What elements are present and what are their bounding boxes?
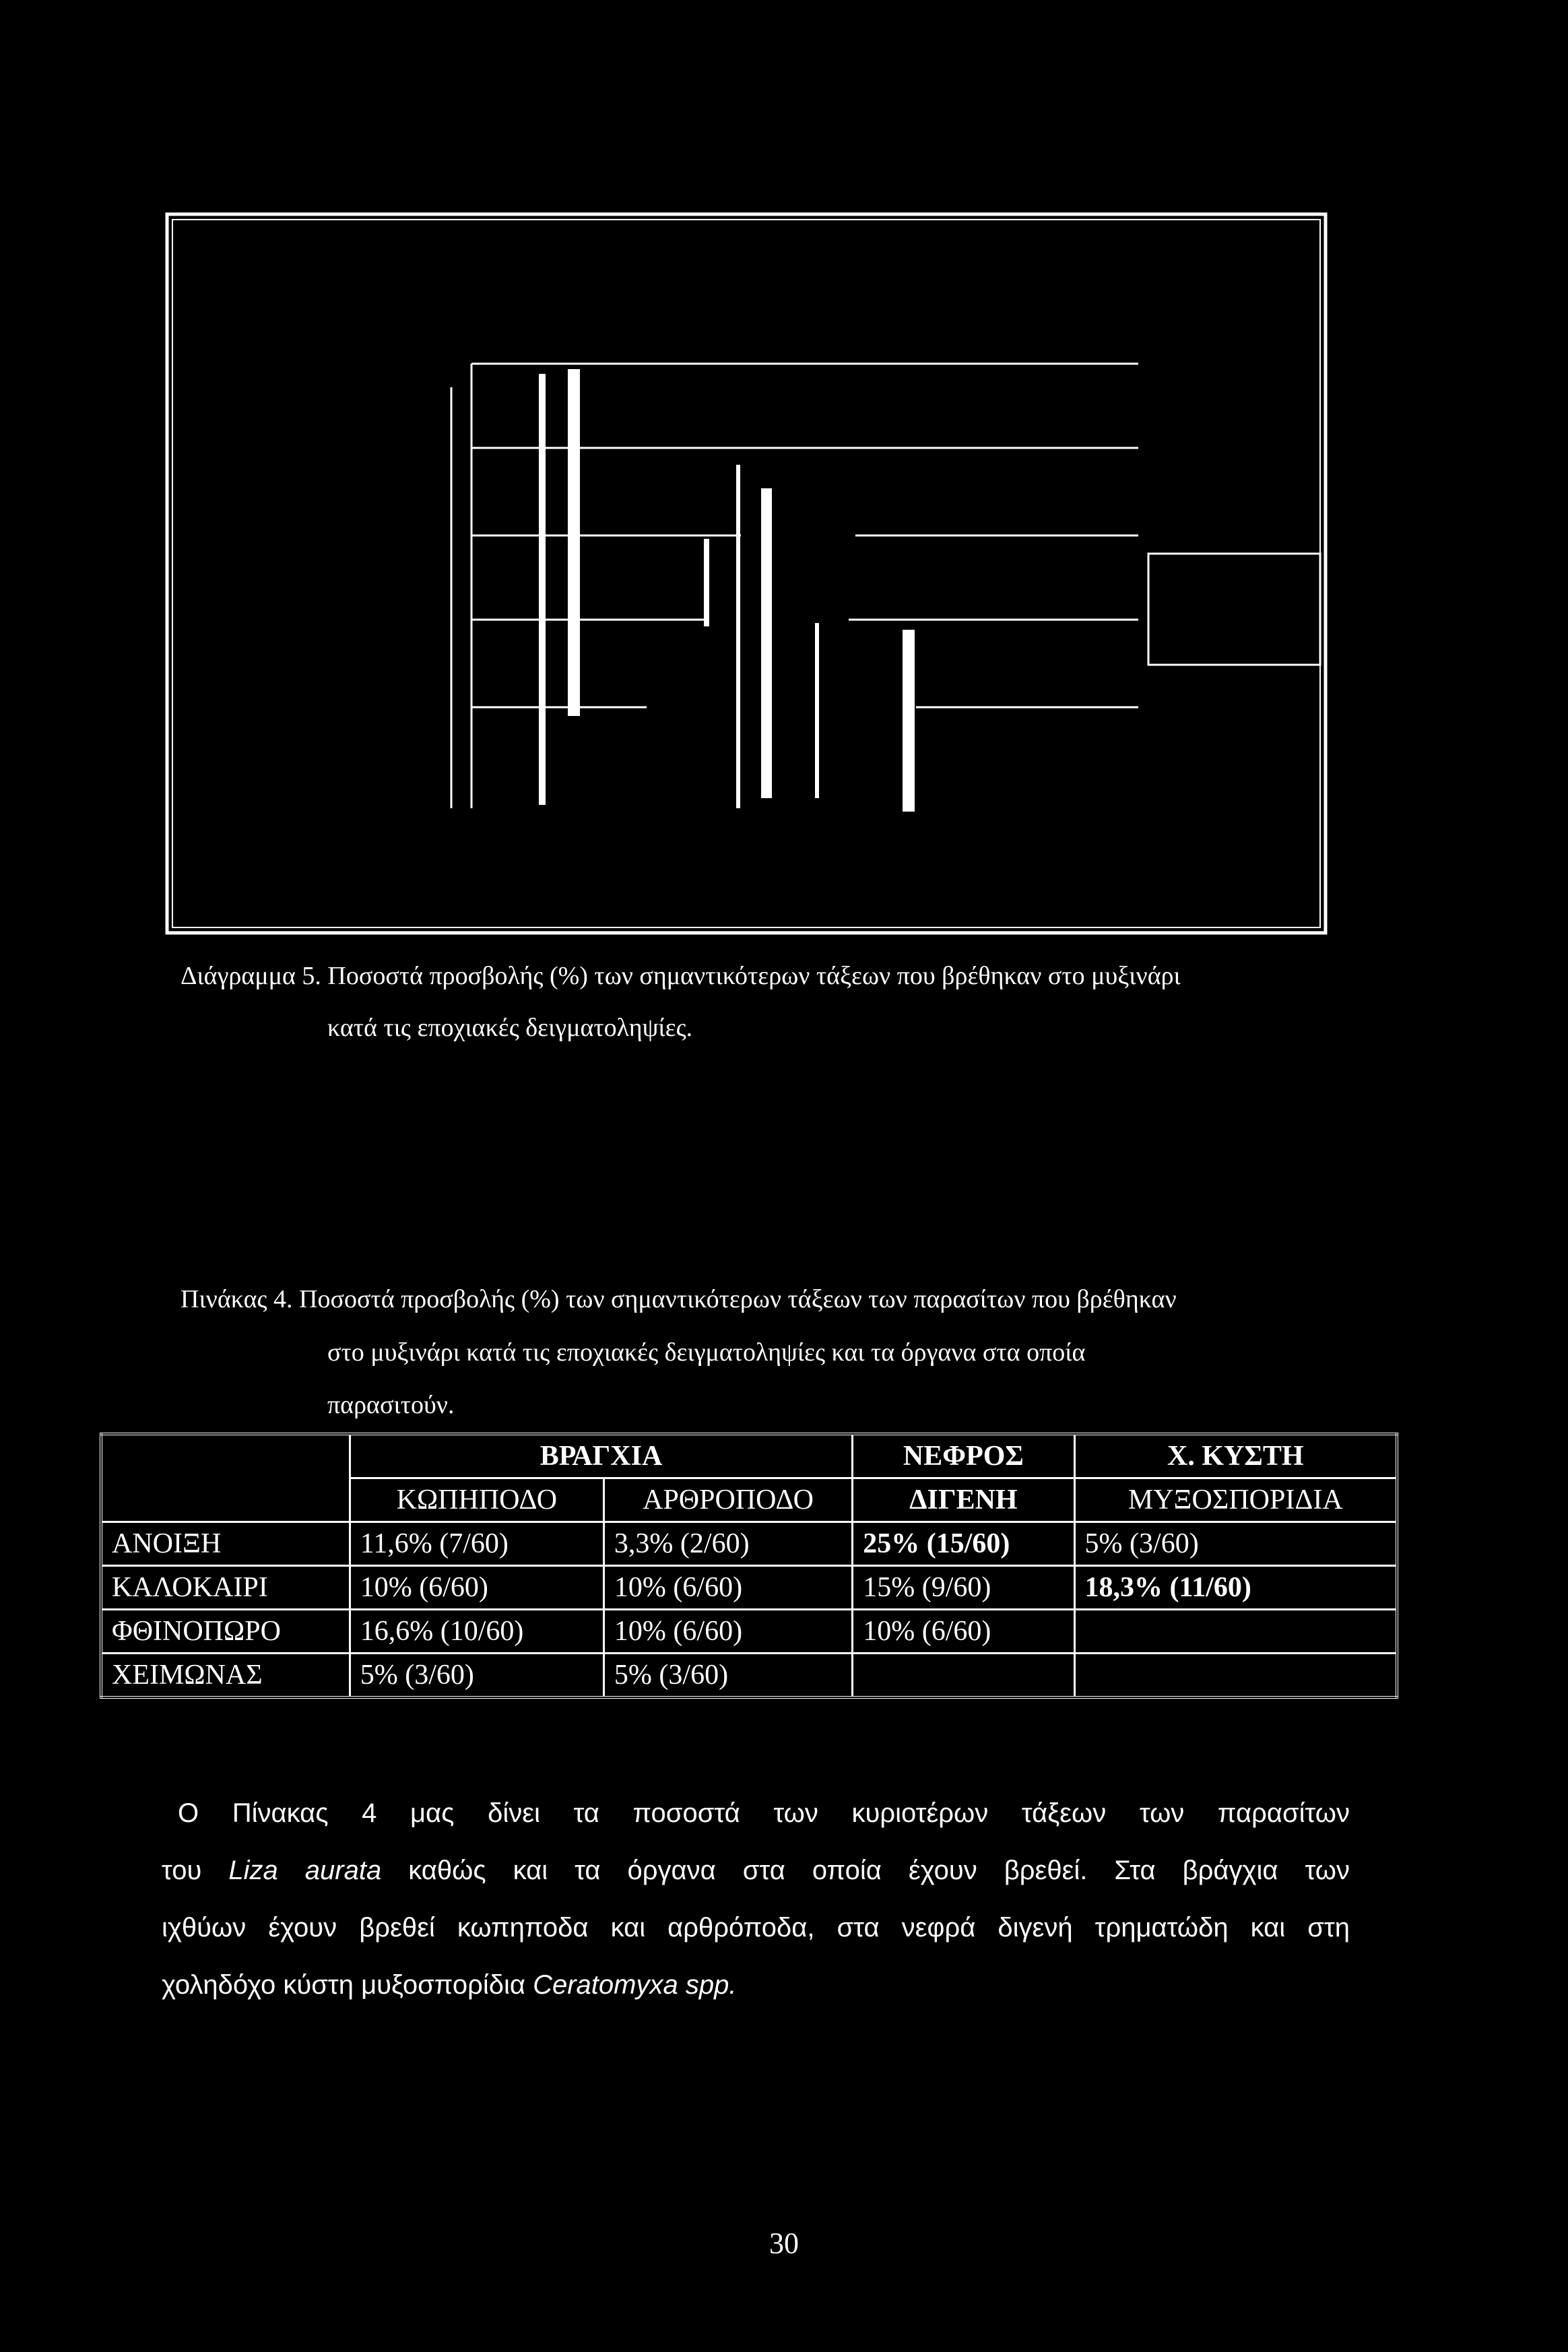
class-header: ΑΡΘΡΟΠΟΔΟ	[603, 1478, 852, 1522]
organ-header: Χ. ΚΥΣΤΗ	[1074, 1434, 1397, 1478]
paragraph-line: ιχθύων έχουν βρεθεί κωπηποδα και αρθρόποδα, στα νεφρά διγενή τρηματώδη και στη	[162, 1913, 1350, 1942]
paragraph-line	[162, 1842, 1350, 1899]
table-cell: 10% (6/60)	[350, 1566, 603, 1610]
diagram-caption-cont: κατά τις εποχιακές δειγματοληψίες.	[327, 1014, 693, 1042]
class-header: ΜΥΞΟΣΠΟΡΙΔΙΑ	[1074, 1478, 1397, 1522]
class-header: ΔΙΓΕΝΗ	[853, 1478, 1074, 1522]
bar	[761, 488, 772, 798]
table-cell: 5% (3/60)	[1074, 1522, 1397, 1566]
table-cell: 10% (6/60)	[853, 1610, 1074, 1654]
paragraph-line	[162, 1957, 1350, 2014]
bar	[704, 539, 709, 626]
table-row	[101, 1610, 1397, 1654]
diagram-caption	[181, 960, 1181, 992]
genus-name: Ceratomyxa spp.	[533, 1970, 737, 2000]
bar	[539, 374, 546, 805]
paragraph-text: καθώς και τα όργανα στα οποία έχουν βρεθεί. Στα βράγχια των	[381, 1856, 1350, 1885]
table-cell	[853, 1654, 1074, 1698]
table-cell: 25% (15/60)	[853, 1522, 1074, 1566]
organ-header-row	[101, 1434, 1397, 1478]
table-cell: 18,3% (11/60)	[1074, 1566, 1397, 1610]
table-cell: 11,6% (7/60)	[350, 1522, 603, 1566]
bar	[568, 369, 580, 716]
species-name: Liza aurata	[228, 1856, 382, 1885]
bar	[736, 465, 740, 808]
organ-header: ΒΡΑΓΧΙΑ	[350, 1434, 852, 1478]
table-cell	[1074, 1654, 1397, 1698]
diagram-caption-label: Διάγραμμα 5.	[181, 962, 321, 990]
empty-header-cell	[101, 1434, 350, 1522]
table-caption-cont: παρασιτούν.	[327, 1391, 455, 1419]
table-cell: 10% (6/60)	[603, 1610, 852, 1654]
table-caption-text: Ποσοστά προσβολής (%) των σημαντικότερων τάξεων των παρασίτων που βρέθηκαν	[299, 1285, 1177, 1313]
table-cell: 3,3% (2/60)	[603, 1522, 852, 1566]
season-label: ΑΝΟΙΞΗ	[101, 1522, 350, 1566]
class-header: ΚΩΠΗΠΟΔΟ	[350, 1478, 603, 1522]
page-number: 30	[769, 2227, 799, 2260]
paragraph-text: του	[162, 1856, 229, 1885]
chart-frame	[167, 214, 1326, 933]
season-label: ΦΘΙΝΟΠΩΡΟ	[101, 1610, 350, 1654]
table-row	[101, 1522, 1397, 1566]
season-label: ΧΕΙΜΩΝΑΣ	[101, 1654, 350, 1698]
legend-box	[1148, 554, 1320, 665]
table-cell: 10% (6/60)	[603, 1566, 852, 1610]
diagram-caption-text: Ποσοστά προσβολής (%) των σημαντικότερων τάξεων που βρέθηκαν στο μυξινάρι	[327, 962, 1181, 990]
parasite-table	[100, 1433, 1398, 1699]
season-label: ΚΑΛΟΚΑΙΡΙ	[101, 1566, 350, 1610]
body-paragraph	[162, 1785, 1350, 2014]
bar	[903, 630, 915, 812]
bar	[815, 623, 819, 798]
table-cell: 5% (3/60)	[350, 1654, 603, 1698]
table-caption-label: Πινάκας 4.	[181, 1285, 293, 1313]
table-caption-cont: στο μυξινάρι κατά τις εποχιακές δειγματοληψίες και τα όργανα στα οποία	[327, 1338, 1086, 1367]
table-cell: 16,6% (10/60)	[350, 1610, 603, 1654]
table-cell: 15% (9/60)	[853, 1566, 1074, 1610]
table-caption	[181, 1283, 1177, 1315]
table-row	[101, 1566, 1397, 1610]
paragraph-line: Ο Πίνακας 4 μας δίνει τα ποσοστά των κυριοτέρων τάξεων των παρασίτων	[178, 1798, 1350, 1828]
table-row	[101, 1654, 1397, 1698]
paragraph-text: χοληδόχο κύστη μυξοσπορίδια	[162, 1970, 533, 2000]
table-cell: 5% (3/60)	[603, 1654, 852, 1698]
organ-header: ΝΕΦΡΟΣ	[853, 1434, 1074, 1478]
table-cell	[1074, 1610, 1397, 1654]
diagram-remnant	[0, 0, 1568, 956]
